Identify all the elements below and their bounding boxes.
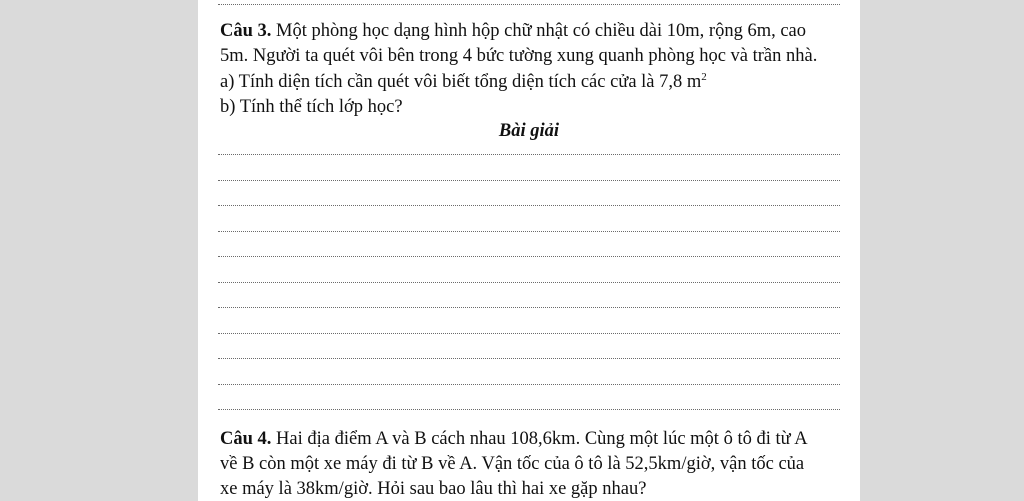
q3-part-a-exponent: 2 [701, 71, 707, 83]
answer-line [218, 384, 840, 385]
solution-heading: Bài giải [498, 121, 560, 141]
viewer-left-margin [0, 0, 198, 501]
answer-line [218, 409, 840, 410]
q3-line-2: 5m. Người ta quét vôi bên trong 4 bức tường xung quanh phòng học và trần nhà. [220, 46, 818, 66]
answer-line [218, 205, 840, 206]
q3-part-b: b) Tính thể tích lớp học? [220, 97, 403, 117]
top-dotted-line [218, 4, 840, 5]
answer-line [218, 154, 840, 155]
q3-part-a-text: a) Tính diện tích cần quét vôi biết tổng diện tích các cửa là 7,8 m [220, 72, 702, 92]
answer-line [218, 256, 840, 257]
q3-label: Câu 3. [220, 21, 272, 41]
answer-line [218, 231, 840, 232]
answer-line [218, 180, 840, 181]
q3-part-a [220, 71, 707, 93]
q4-line-2: về B còn một xe máy đi từ B về A. Vận tốc của ô tô là 52,5km/giờ, vận tốc của [220, 454, 805, 474]
document-page [198, 0, 860, 501]
q4-line-1 [220, 428, 808, 450]
answer-line [218, 333, 840, 334]
q4-text-1: Hai địa điểm A và B cách nhau 108,6km. Cùng một lúc một ô tô đi từ A [271, 429, 808, 449]
answer-line [218, 307, 840, 308]
answer-line [218, 282, 840, 283]
q3-text-1: Một phòng học dạng hình hộp chữ nhật có chiều dài 10m, rộng 6m, cao [271, 21, 807, 41]
answer-line [218, 358, 840, 359]
q4-label: Câu 4. [220, 429, 272, 449]
viewer-right-margin [860, 0, 1024, 501]
q3-line-1 [220, 20, 806, 42]
q4-line-3: xe máy là 38km/giờ. Hỏi sau bao lâu thì hai xe gặp nhau? [220, 479, 647, 499]
